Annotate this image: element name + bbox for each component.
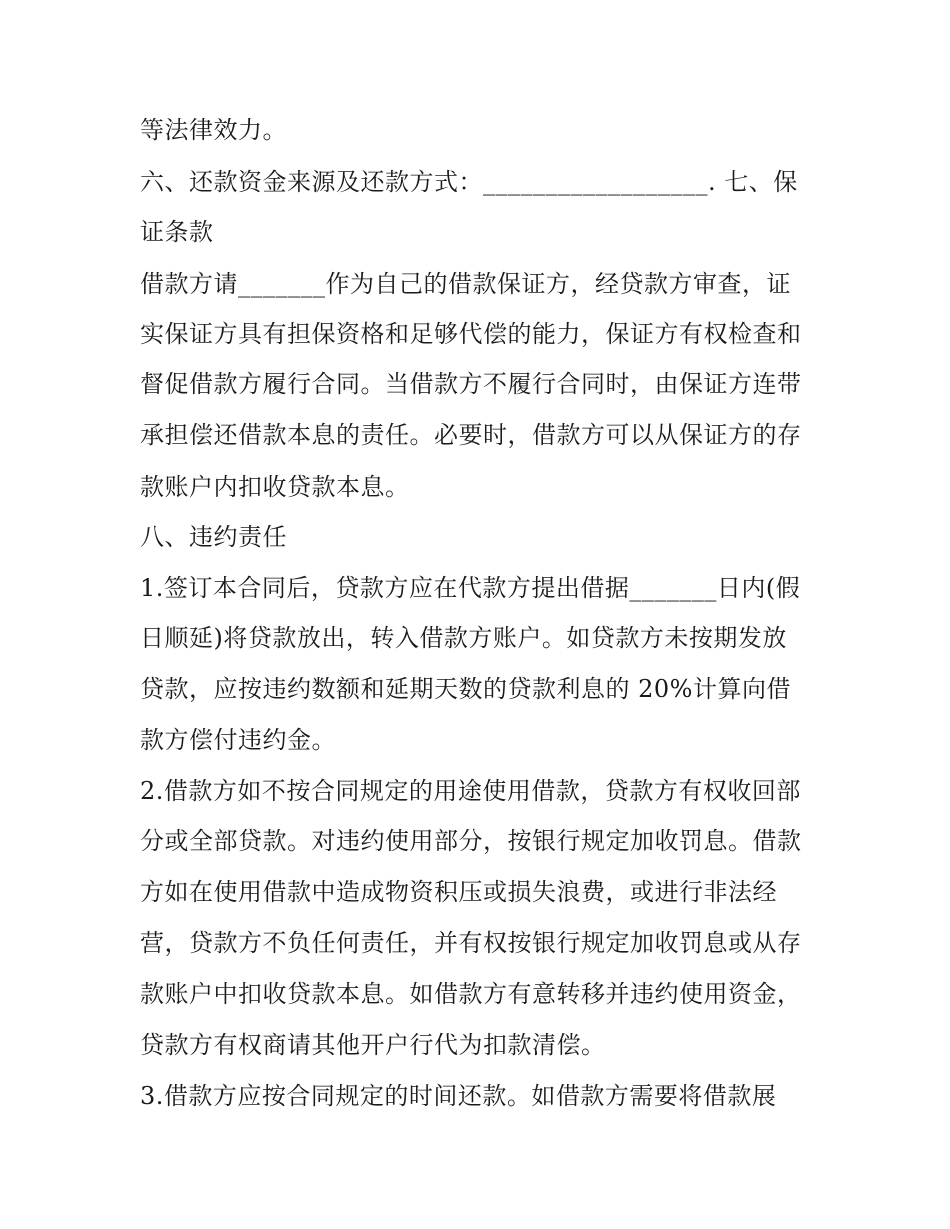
text-line: 承担偿还借款本息的责任。必要时，借款方可以从保证方的存	[140, 421, 802, 449]
text-line: 实保证方具有担保资格和足够代偿的能力，保证方有权检查和	[140, 320, 802, 348]
text-line: 贷款方有权商请其他开户行代为扣款清偿。	[140, 1031, 606, 1059]
text-line: 借款方请_______作为自己的借款保证方，经贷款方审查，证	[140, 270, 791, 298]
section-heading: 八、违约责任	[140, 523, 287, 551]
text-line: 贷款，应按违约数额和延期天数的贷款利息的 20%计算向借	[140, 675, 791, 703]
text-line: 分或全部贷款。对违约使用部分，按银行规定加收罚息。借款	[140, 827, 802, 855]
text-line: 等法律效力。	[140, 116, 287, 144]
text-line: 1.签订本合同后，贷款方应在代款方提出借据_______日内(假	[140, 574, 801, 602]
text-line: 款账户中扣收贷款本息。如借款方有意转移并违约使用资金，	[140, 980, 802, 1008]
text-line: 营，贷款方不负任何责任，并有权按银行规定加收罚息或从存	[140, 929, 802, 957]
text-line: 款方偿付违约金。	[140, 726, 336, 754]
text-line: 款账户内扣收贷款本息。	[140, 473, 410, 501]
text-line: 证条款	[140, 218, 214, 246]
text-line: 3.借款方应按合同规定的时间还款。如借款方需要将借款展	[140, 1082, 777, 1110]
text-line: 日顺延)将贷款放出，转入借款方账户。如贷款方未按期发放	[140, 624, 787, 652]
text-line: 督促借款方履行合同。当借款方不履行合同时，由保证方连带	[140, 370, 802, 398]
text-line: 2.借款方如不按合同规定的用途使用借款，贷款方有权收回部	[140, 777, 801, 805]
text-line: 方如在使用借款中造成物资积压或损失浪费，或进行非法经	[140, 878, 777, 906]
text-line: 六、还款资金来源及还款方式：__________________. 七、保	[140, 168, 798, 196]
